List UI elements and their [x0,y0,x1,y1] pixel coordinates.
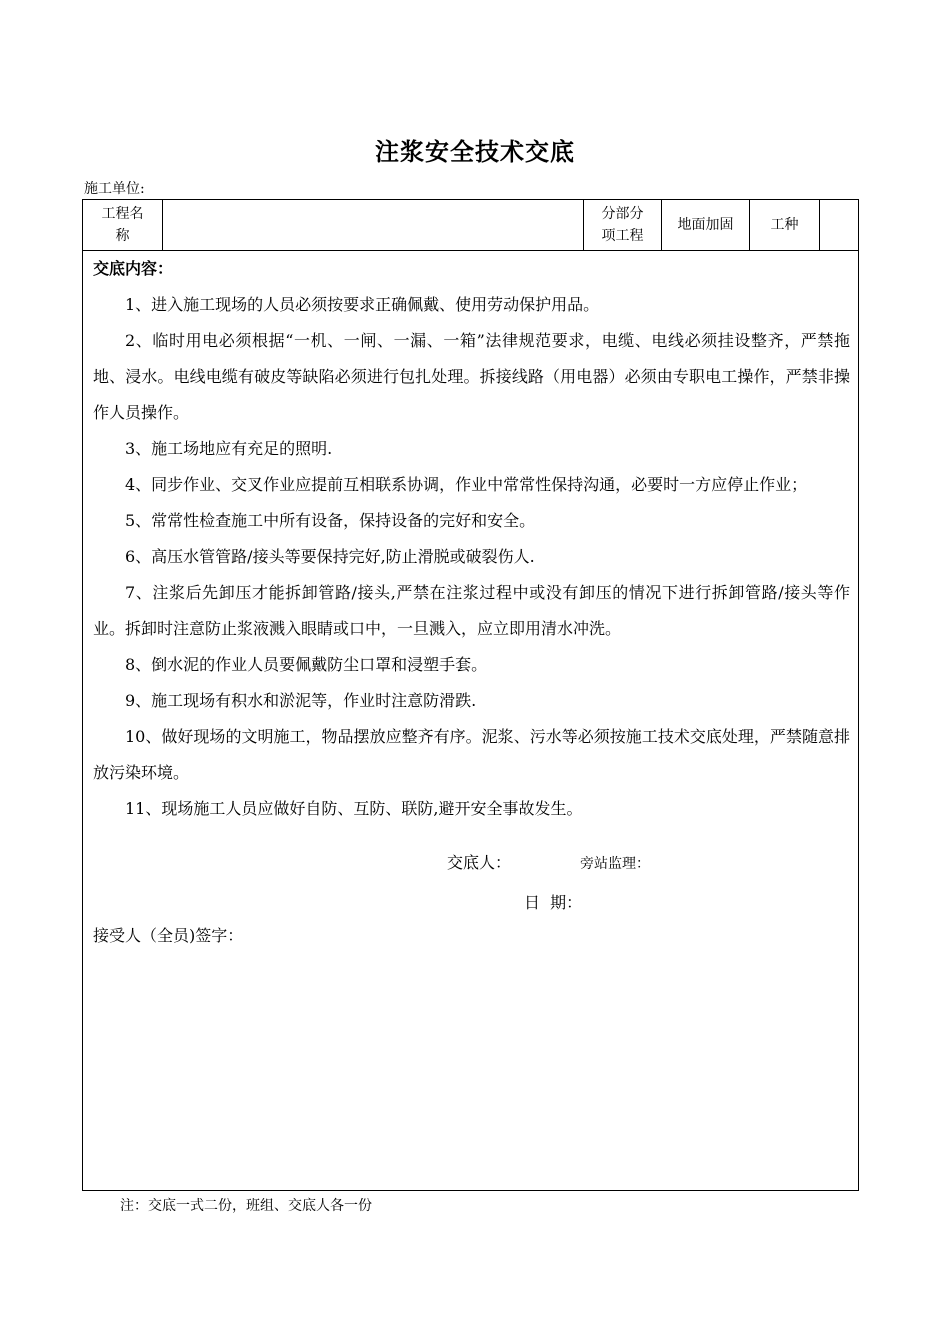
handover-item: 1、进入施工现场的人员必须按要求正确佩戴、使用劳动保护用品。 [125,295,600,314]
handover-item: 2、临时用电必须根据“一机、一闸、一漏、一箱”法律规范要求，电缆、电线必须挂设整齐，严禁拖地、浸水。电线电缆有破皮等缺陷必须进行包扎处理。拆接线路（用电器）必须由专职电工操作，严禁非操作人员操作。 [93,331,850,422]
work-type-label: 工种 [750,200,820,250]
handover-item: 5、常常性检查施工中所有设备，保持设备的完好和安全。 [125,511,536,530]
document-title: 注浆安全技术交底 [375,137,575,166]
content-label: 交底内容： [93,259,174,278]
receiver-signature-label: 接受人（全员)签字： [93,926,244,945]
handover-item: 9、施工现场有积水和淤泥等，作业时注意防滑跌. [125,691,477,710]
project-name-field[interactable] [163,200,584,250]
project-name-label: 工程名 称 [83,200,163,250]
sub-project-label: 分部分 项工程 [584,200,662,250]
sub-project-value: 地面加固 [662,200,750,250]
handover-item-list [93,287,850,827]
handover-item: 6、高压水管管路/接头等要保持完好,防止滑脱或破裂伤人. [125,547,535,566]
handover-content [83,250,858,1190]
handover-person-label: 交底人： [447,853,512,872]
construction-unit-label: 施工单位: [84,181,145,197]
date-label: 日 期： [524,893,583,912]
footnote: 注：交底一式二份，班组、交底人各一份 [120,1198,372,1214]
supervisor-label: 旁站监理： [580,856,650,872]
handover-item: 7、注浆后先卸压才能拆卸管路/接头,严禁在注浆过程中或没有卸压的情况下进行拆卸管路/接头等作业。拆卸时注意防止浆液溅入眼睛或口中，一旦溅入，应立即用清水冲洗。 [93,583,850,638]
handover-item: 3、施工场地应有充足的照明. [125,439,333,458]
handover-item: 4、同步作业、交叉作业应提前互相联系协调，作业中常常性保持沟通，必要时一方应停止作业； [125,475,808,494]
handover-item: 11、现场施工人员应做好自防、互防、联防,避开安全事故发生。 [125,799,583,818]
form-header-row [83,200,858,251]
handover-item: 10、做好现场的文明施工，物品摆放应整齐有序。泥浆、污水等必须按施工技术交底处理，严禁随意排放污染环境。 [93,727,850,782]
handover-form [82,199,859,1191]
work-type-field[interactable] [820,200,858,250]
handover-item: 8、倒水泥的作业人员要佩戴防尘口罩和浸塑手套。 [125,655,488,674]
